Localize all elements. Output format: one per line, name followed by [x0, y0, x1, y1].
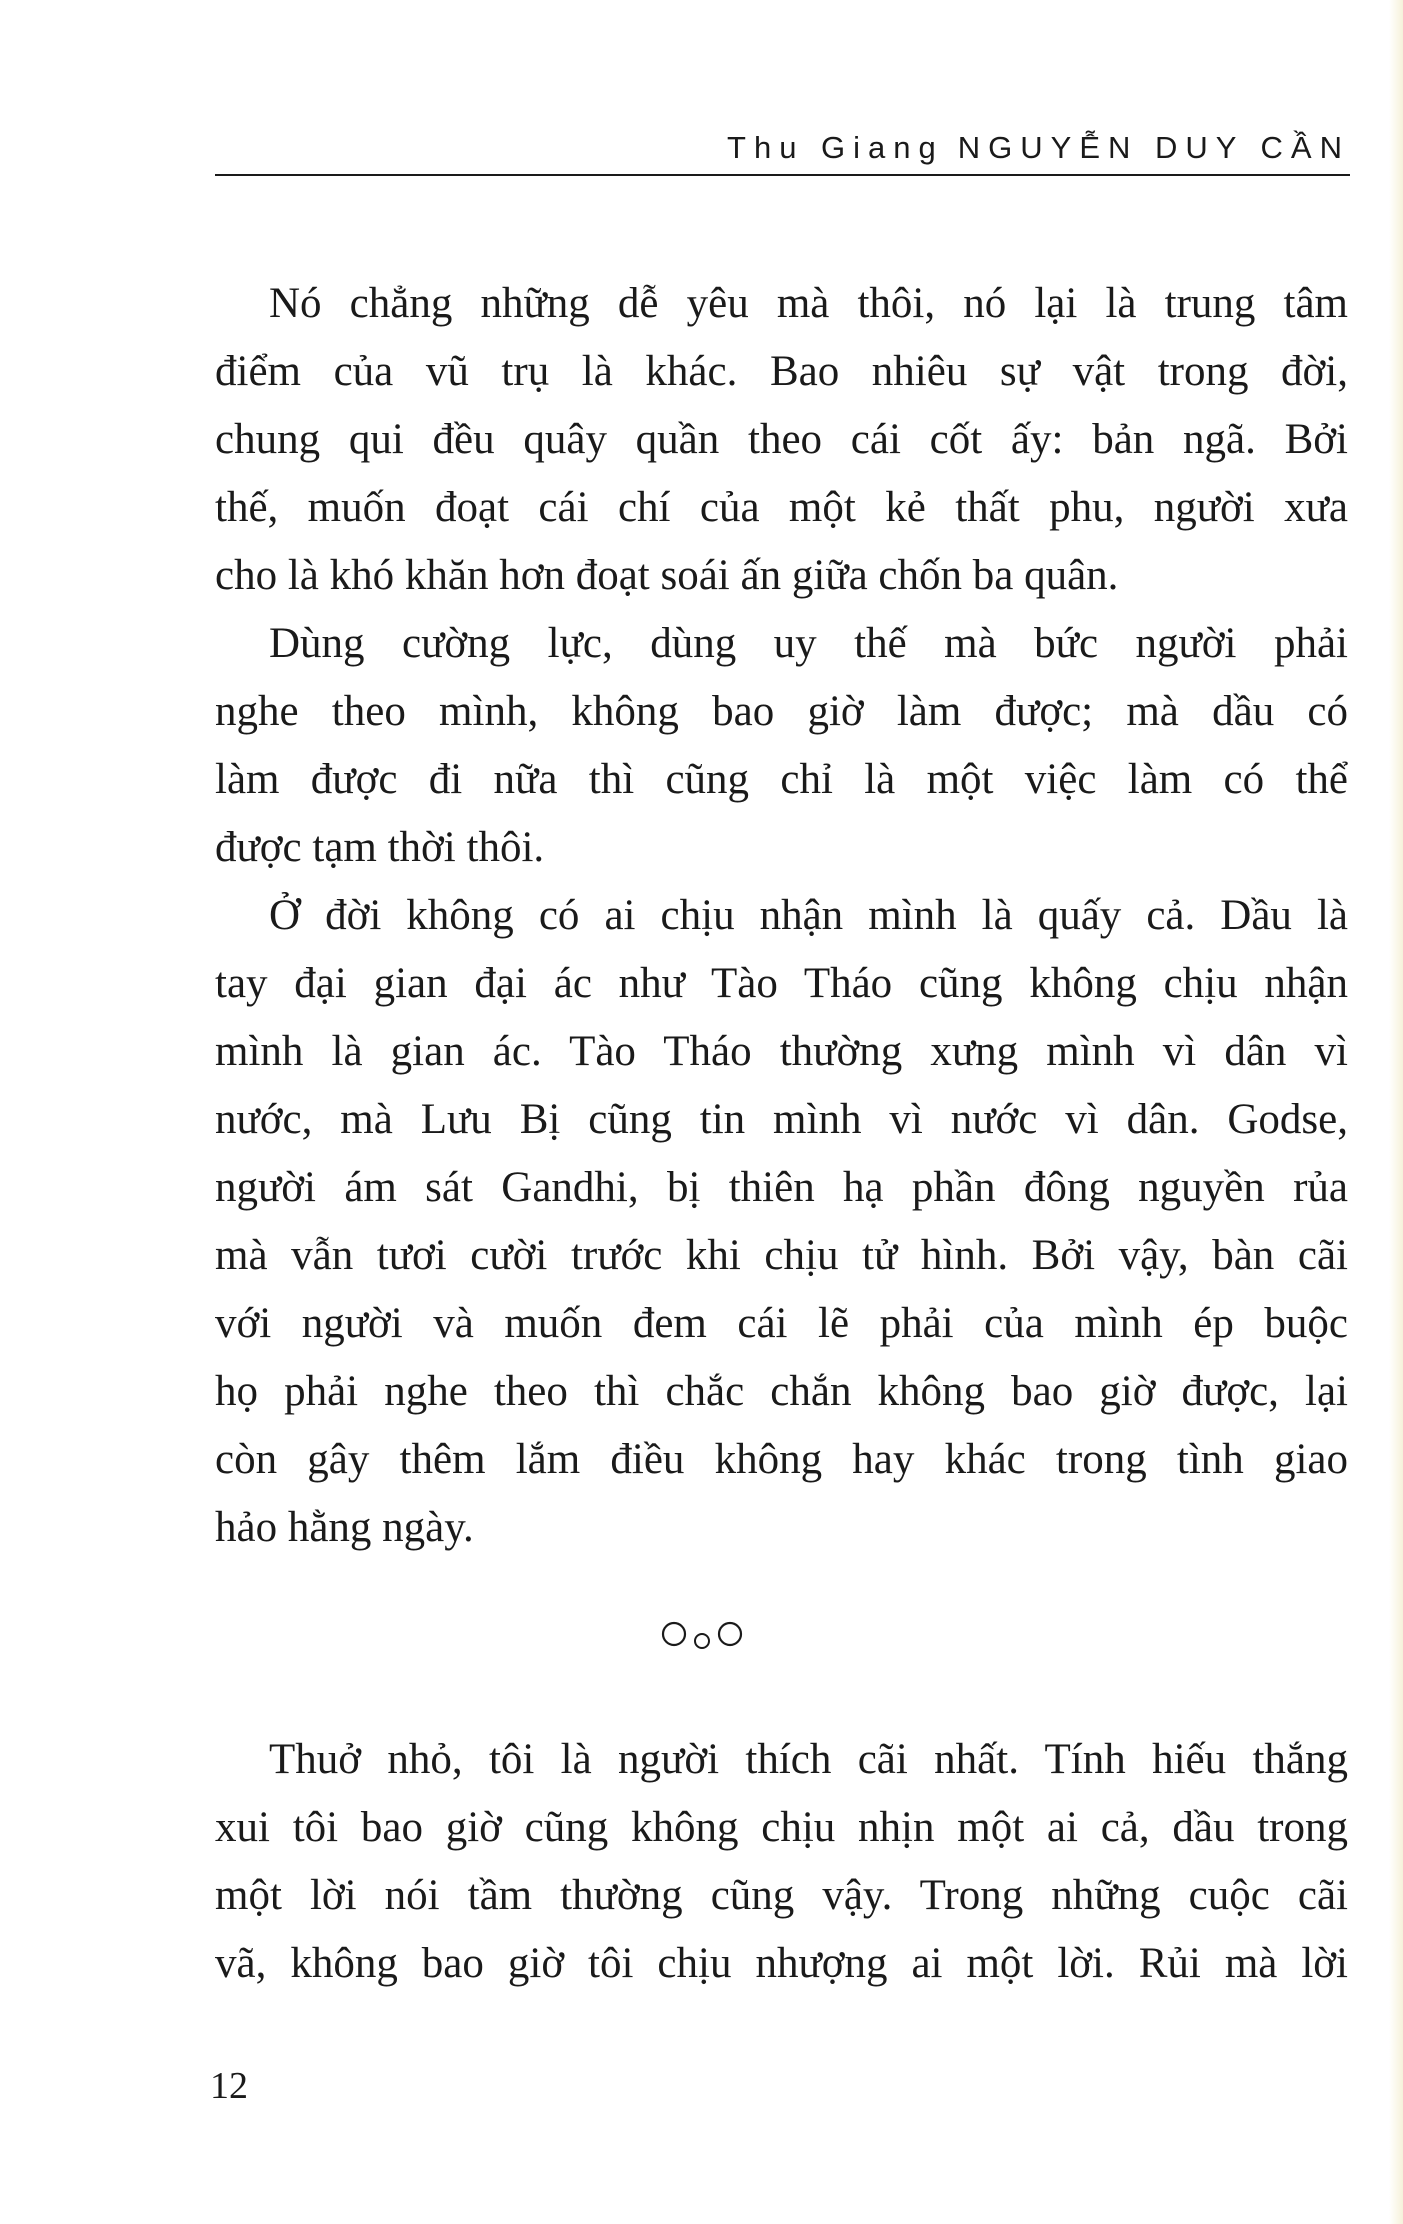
- text-line: nước, mà Lưu Bị cũng tin mình vì nước vì dân. Godse,: [215, 1096, 1348, 1143]
- paragraph-1: [215, 270, 1348, 610]
- author-given-name: Thu Giang: [727, 130, 944, 165]
- header-rule: [215, 174, 1350, 176]
- text-line: chung qui đều quây quần theo cái cốt ấy: bản ngã. Bởi: [215, 416, 1348, 463]
- text-line: còn gây thêm lắm điều không hay khác trong tình giao: [215, 1436, 1348, 1483]
- body-text: [215, 270, 1348, 1562]
- paragraph-4: [215, 1726, 1348, 1998]
- running-header: [215, 128, 1350, 168]
- section-break-ornament: [0, 1610, 1403, 1660]
- author-family-name: NGUYỄN DUY CẦN: [957, 130, 1350, 165]
- page-edge-shade: [1389, 0, 1403, 2224]
- text-line: Thuở nhỏ, tôi là người thích cãi nhất. Tính hiếu thắng: [269, 1736, 1348, 1783]
- text-line: Nó chẳng những dễ yêu mà thôi, nó lại là trung tâm: [269, 280, 1348, 327]
- text-line: một lời nói tầm thường cũng vậy. Trong những cuộc cãi: [215, 1872, 1348, 1919]
- text-line: xui tôi bao giờ cũng không chịu nhịn một ai cả, dầu trong: [215, 1804, 1348, 1851]
- text-line: nghe theo mình, không bao giờ làm được; mà dầu có: [215, 688, 1348, 735]
- text-line: họ phải nghe theo thì chắc chắn không bao giờ được, lại: [215, 1368, 1348, 1415]
- body-text-continued: [215, 1726, 1348, 1998]
- text-line: cho là khó khăn hơn đoạt soái ấn giữa chốn ba quân.: [215, 552, 1119, 599]
- text-line: mà vẫn tươi cười trước khi chịu tử hình. Bởi vậy, bàn cãi: [215, 1232, 1348, 1279]
- text-line: người ám sát Gandhi, bị thiên hạ phần đông nguyền rủa: [215, 1164, 1348, 1211]
- paragraph-3: [215, 882, 1348, 1562]
- text-line: tay đại gian đại ác như Tào Tháo cũng không chịu nhận: [215, 960, 1348, 1007]
- text-line: điểm của vũ trụ là khác. Bao nhiêu sự vật trong đời,: [215, 348, 1348, 395]
- text-line: với người và muốn đem cái lẽ phải của mình ép buộc: [215, 1300, 1348, 1347]
- text-line: mình là gian ác. Tào Tháo thường xưng mình vì dân vì: [215, 1028, 1348, 1075]
- text-line: Dùng cường lực, dùng uy thế mà bức người phải: [269, 620, 1348, 667]
- text-line: hảo hằng ngày.: [215, 1504, 474, 1551]
- text-line: làm được đi nữa thì cũng chỉ là một việc làm có thể: [215, 756, 1348, 803]
- circles-ornament-icon: [657, 1610, 747, 1660]
- text-line: được tạm thời thôi.: [215, 824, 545, 871]
- text-line: vã, không bao giờ tôi chịu nhượng ai một lời. Rủi mà lời: [215, 1940, 1348, 1987]
- text-line: thế, muốn đoạt cái chí của một kẻ thất phu, người xưa: [215, 484, 1348, 531]
- paragraph-2: [215, 610, 1348, 882]
- text-line: Ở đời không có ai chịu nhận mình là quấy cả. Dầu là: [269, 892, 1348, 939]
- page-number: 12: [210, 2065, 248, 2107]
